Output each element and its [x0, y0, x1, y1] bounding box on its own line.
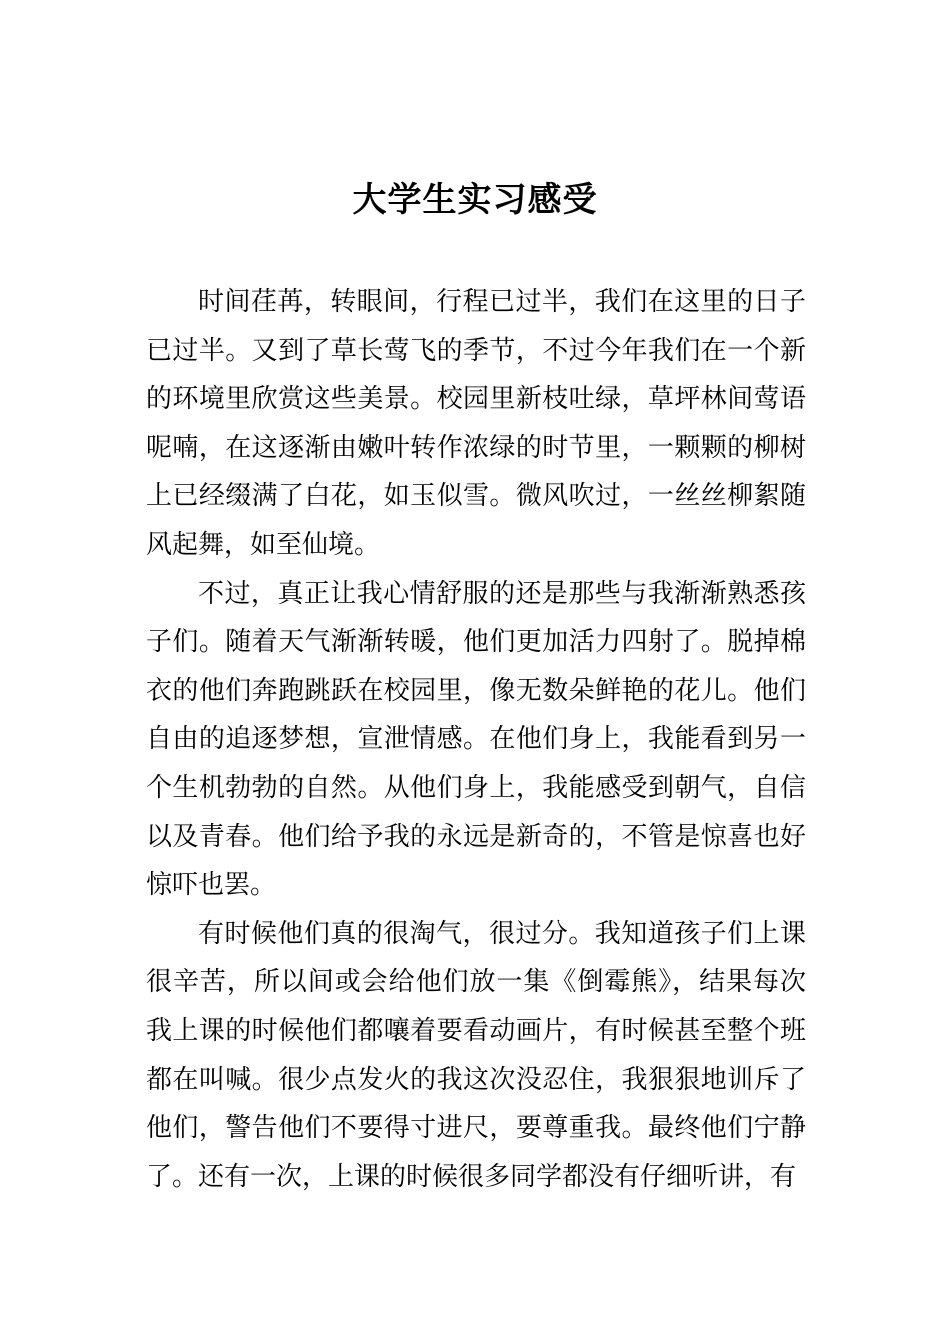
paragraph-3: 有时候他们真的很淘气，很过分。我知道孩子们上课很辛苦，所以间或会给他们放一集《倒霉熊》，结果每次我上课的时候他们都嚷着要看动画片，有时候甚至整个班都在叫喊。很少点发火的我这次没忍住，我狠狠地训斥了他们，警告他们不要得寸进尺，要尊重我。最终他们宁静了。还有一次，上课的时候很多同学都没有仔细听讲，有	[146, 918, 806, 1192]
document-body	[146, 278, 806, 1201]
document-title: 大学生实习感受	[352, 180, 598, 220]
paragraph-2: 不过，真正让我心情舒服的还是那些与我渐渐熟悉孩子们。随着天气渐渐转暖，他们更加活力四射了。脱掉棉衣的他们奔跑跳跃在校园里，像无数朵鲜艳的花儿。他们自由的追逐梦想，宣泄情感。在他们身上，我能看到另一个生机勃勃的自然。从他们身上，我能感受到朝气，自信以及青春。他们给予我的永远是新奇的，不管是惊喜也好惊吓也罢。	[146, 578, 806, 901]
paragraph-1: 时间荏苒，转眼间，行程已过半，我们在这里的日子已过半。又到了草长莺飞的季节，不过今年我们在一个新的环境里欣赏这些美景。校园里新枝吐绿，草坪林间莺语呢喃，在这逐渐由嫩叶转作浓绿的时节里，一颗颗的柳树上已经缀满了白花，如玉似雪。微风吹过，一丝丝柳絮随风起舞，如至仙境。	[146, 287, 806, 560]
